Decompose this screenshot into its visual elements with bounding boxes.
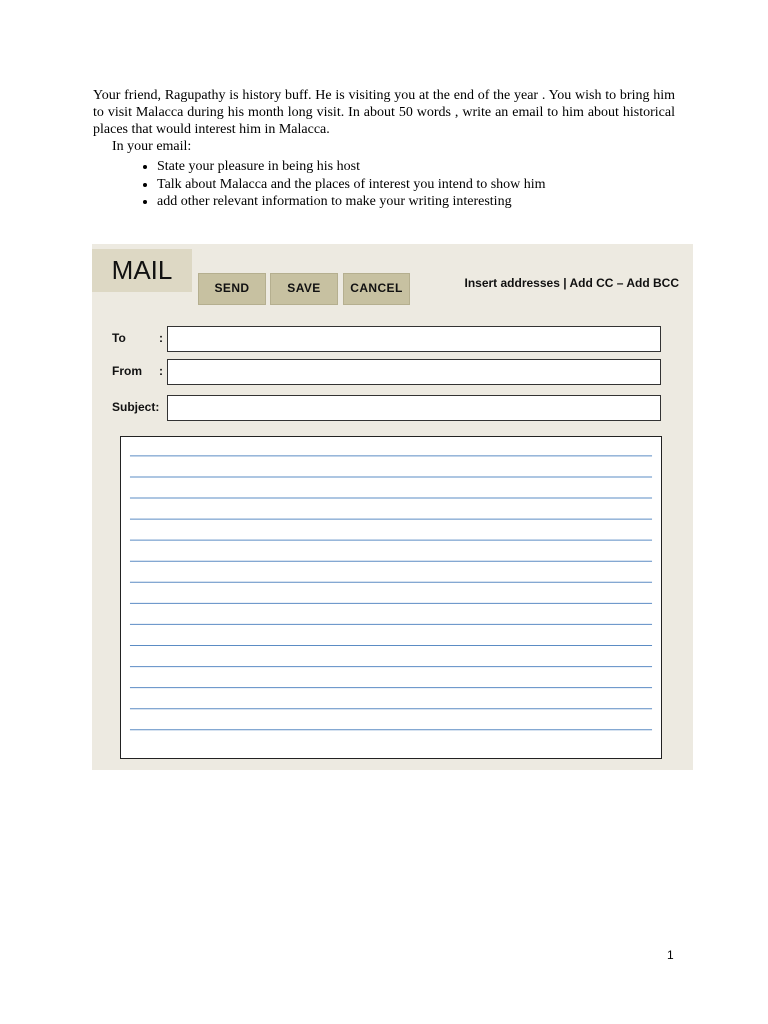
to-field[interactable] bbox=[167, 326, 661, 352]
instruction-bullets bbox=[93, 158, 675, 211]
instruction-paragraph: Your friend, Ragupathy is history buff. He is visiting you at the end of the year . You wish to bring him to visit Malacca during his month long visit. In about 50 words , write an email to him about historical places that would interest him in Malacca. bbox=[93, 88, 675, 137]
message-body[interactable] bbox=[120, 436, 662, 759]
to-label: To bbox=[112, 331, 126, 345]
page-number: 1 bbox=[667, 948, 674, 962]
cancel-button[interactable]: CANCEL bbox=[343, 273, 410, 305]
from-field[interactable] bbox=[167, 359, 661, 385]
from-colon: : bbox=[159, 364, 163, 378]
subject-label: Subject: bbox=[112, 400, 160, 414]
instructions bbox=[93, 87, 675, 211]
bullet-item: • Talk about Malacca and the places of interest you intend to show him bbox=[157, 176, 675, 194]
address-links[interactable]: Insert addresses | Add CC – Add BCC bbox=[464, 276, 679, 290]
from-label: From bbox=[112, 364, 142, 378]
bullet-item: • State your pleasure in being his host bbox=[157, 158, 675, 176]
mail-logo: MAIL bbox=[92, 249, 192, 292]
send-button[interactable]: SEND bbox=[198, 273, 266, 305]
ruled-lines bbox=[121, 437, 661, 758]
bullet-item: • add other relevant information to make your writing interesting bbox=[157, 193, 675, 211]
to-colon: : bbox=[159, 331, 163, 345]
mail-panel bbox=[92, 244, 693, 770]
subject-field[interactable] bbox=[167, 395, 661, 421]
instruction-lead: In your email: bbox=[112, 139, 192, 154]
save-button[interactable]: SAVE bbox=[270, 273, 338, 305]
